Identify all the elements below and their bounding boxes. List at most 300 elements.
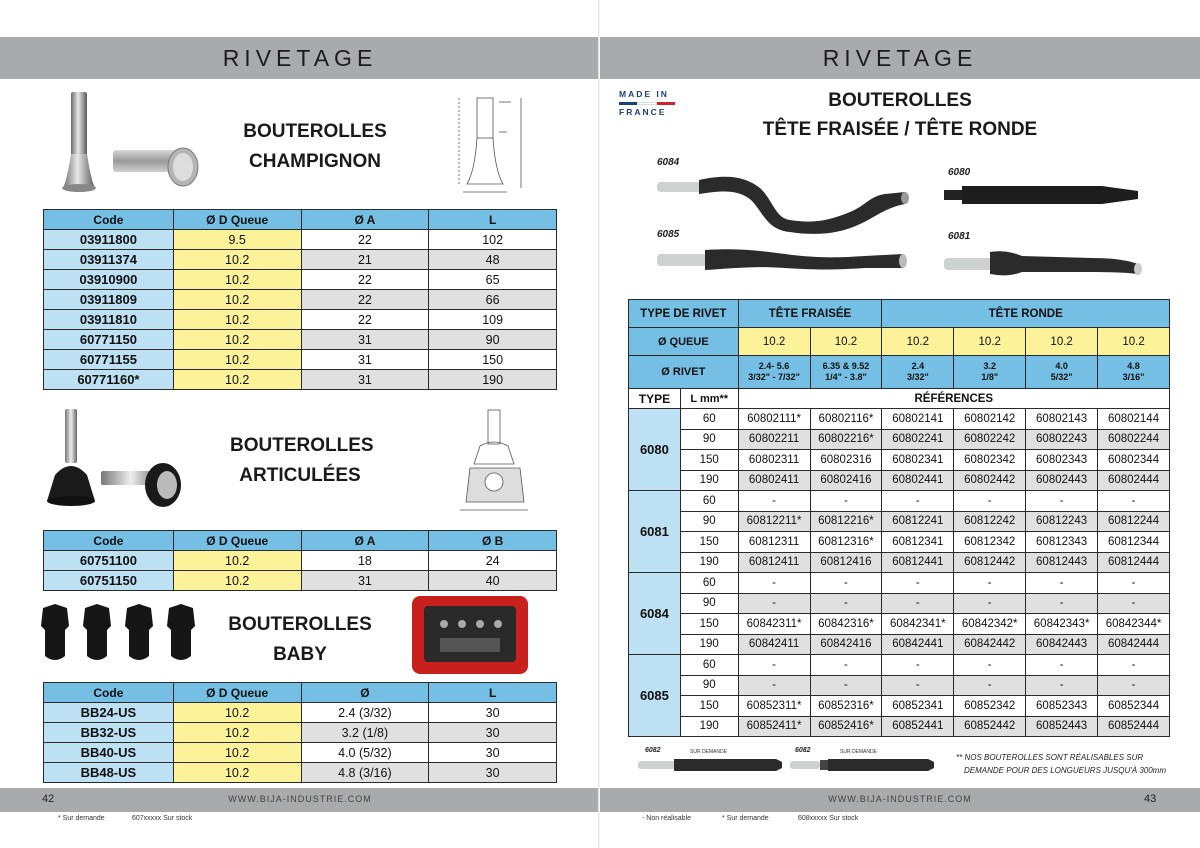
cell: 30 <box>429 763 557 783</box>
champignon-title-line1: BOUTEROLLES <box>243 121 387 142</box>
code-cell: 60771155 <box>44 350 174 370</box>
references-header: RÉFÉRENCES <box>738 389 1169 409</box>
cell: 2.4 (3/32) <box>301 703 429 723</box>
rivet-value <box>882 356 954 389</box>
reference-cell: 60842342* <box>954 614 1026 635</box>
column-header: Ø D Queue <box>173 210 301 230</box>
reference-cell: 60802342 <box>954 450 1026 471</box>
length-cell: 150 <box>680 450 738 471</box>
table-row <box>629 450 1170 471</box>
rivet-value <box>738 356 810 389</box>
reference-cell: 60812241 <box>882 511 954 532</box>
reference-cell: - <box>882 655 954 676</box>
made-in-france-logo <box>619 89 675 119</box>
references-body <box>629 409 1170 737</box>
queue-value: 10.2 <box>738 328 810 356</box>
table-row <box>44 370 557 390</box>
table-row <box>44 763 557 783</box>
queue-cell: 10.2 <box>173 723 301 743</box>
reference-cell: 60802111* <box>738 409 810 430</box>
reference-cell: - <box>738 675 810 696</box>
code-cell: 03911810 <box>44 310 174 330</box>
queue-cell: 10.2 <box>173 290 301 310</box>
reference-cell: 60812216* <box>810 511 882 532</box>
reference-cell: 60852341 <box>882 696 954 717</box>
code-cell: BB40-US <box>44 743 174 763</box>
table-row <box>629 655 1170 676</box>
column-header: Ø A <box>301 210 429 230</box>
reference-cell: 60842441 <box>882 634 954 655</box>
reference-cell: 60812342 <box>954 532 1026 553</box>
rivet-label: Ø RIVET <box>629 356 739 389</box>
reference-cell: - <box>1098 655 1170 676</box>
cell: 65 <box>429 270 557 290</box>
reference-cell: 60802442 <box>954 470 1026 491</box>
baby-title-line2: BABY <box>273 644 327 665</box>
articulees-title-line2: ARTICULÉES <box>239 465 361 486</box>
length-note-line2: DEMANDE POUR DES LONGUEURS JUSQU'À 300mm <box>964 766 1167 775</box>
reference-cell: 60802244 <box>1098 429 1170 450</box>
tool-6081-photo <box>942 244 1152 284</box>
reference-cell: 60852416* <box>810 716 882 737</box>
reference-cell: - <box>882 675 954 696</box>
reference-cell: 60812442 <box>954 552 1026 573</box>
bottom-tool-label: 6082 <box>795 747 811 754</box>
rivet-imperial: 3/32" <box>906 372 929 382</box>
queue-label: Ø QUEUE <box>629 328 739 356</box>
rivet-value <box>810 356 882 389</box>
cell: 18 <box>301 551 429 571</box>
column-header: Code <box>44 210 174 230</box>
reference-cell: 60852343 <box>1026 696 1098 717</box>
right-title <box>720 86 1080 144</box>
table-row <box>44 270 557 290</box>
reference-cell: - <box>1026 491 1098 512</box>
reference-cell: 60842444 <box>1098 634 1170 655</box>
table-row <box>629 532 1170 553</box>
reference-cell: - <box>810 573 882 594</box>
page-number: 42 <box>42 793 55 805</box>
reference-cell: - <box>1098 675 1170 696</box>
queue-value: 10.2 <box>882 328 954 356</box>
column-header: Ø D Queue <box>173 683 301 703</box>
reference-cell: - <box>738 491 810 512</box>
type-header: TYPE <box>629 389 681 409</box>
length-note <box>956 751 1166 777</box>
bottom-tool-label: 6082 <box>645 747 661 754</box>
table-row <box>629 593 1170 614</box>
type-de-rivet-header: TYPE DE RIVET <box>629 300 739 328</box>
baby-kit-case-photo <box>410 590 530 676</box>
rivet-metric: 3.2 <box>983 361 996 371</box>
cell: 31 <box>301 370 429 390</box>
cell: 40 <box>429 571 557 591</box>
reference-cell: 60852442 <box>954 716 1026 737</box>
bottom-tool-6082-photo-2 <box>788 756 938 774</box>
column-header: Ø A <box>301 531 429 551</box>
rivet-value <box>1026 356 1098 389</box>
table-header-row <box>44 683 557 703</box>
length-cell: 190 <box>680 716 738 737</box>
code-cell: 03911800 <box>44 230 174 250</box>
baby-product-photo <box>35 600 215 670</box>
cell: 4.0 (5/32) <box>301 743 429 763</box>
reference-cell: 60812311 <box>738 532 810 553</box>
code-cell: BB48-US <box>44 763 174 783</box>
reference-cell: 60802144 <box>1098 409 1170 430</box>
length-cell: 60 <box>680 491 738 512</box>
baby-title-line1: BOUTEROLLES <box>228 614 372 635</box>
champignon-table <box>43 209 557 390</box>
column-header: Ø D Queue <box>173 531 301 551</box>
queue-cell: 10.2 <box>173 370 301 390</box>
cell: 22 <box>301 310 429 330</box>
table-row <box>629 409 1170 430</box>
website-link[interactable]: WWW.BIJA-INDUSTRIE.COM <box>828 794 972 804</box>
reference-cell: 60812343 <box>1026 532 1098 553</box>
table-row <box>629 614 1170 635</box>
reference-cell: 60802116* <box>810 409 882 430</box>
table-row <box>629 675 1170 696</box>
queue-cell: 10.2 <box>173 571 301 591</box>
rivet-metric: 4.0 <box>1055 361 1068 371</box>
cell: 30 <box>429 703 557 723</box>
type-cell: 6084 <box>629 573 681 655</box>
column-header: Ø B <box>429 531 557 551</box>
cell: 4.8 (3/16) <box>301 763 429 783</box>
france-text: FRANCE <box>619 107 667 117</box>
tool-label-6080: 6080 <box>948 167 971 178</box>
table-row <box>629 696 1170 717</box>
queue-cell: 10.2 <box>173 350 301 370</box>
reference-cell: 60842442 <box>954 634 1026 655</box>
cell: 109 <box>429 310 557 330</box>
table-row <box>44 250 557 270</box>
cell: 22 <box>301 230 429 250</box>
rivet-imperial: 3/32" - 7/32" <box>748 372 800 382</box>
queue-cell: 10.2 <box>173 551 301 571</box>
reference-cell: - <box>954 655 1026 676</box>
length-cell: 190 <box>680 552 738 573</box>
reference-cell: 60852444 <box>1098 716 1170 737</box>
champignon-title-line2: CHAMPIGNON <box>249 151 381 172</box>
rivet-metric: 6.35 & 9.52 <box>822 361 870 371</box>
table-row <box>44 350 557 370</box>
column-header: Ø <box>301 683 429 703</box>
reference-cell: - <box>1098 593 1170 614</box>
rivet-value <box>954 356 1026 389</box>
rivet-value <box>1098 356 1170 389</box>
reference-cell: - <box>1026 655 1098 676</box>
reference-cell: 60812244 <box>1098 511 1170 532</box>
references-table <box>628 299 1170 737</box>
rivet-metric: 2.4 <box>911 361 925 371</box>
reference-cell: 60802141 <box>882 409 954 430</box>
reference-cell: 60812341 <box>882 532 954 553</box>
rivet-type-row <box>629 300 1170 328</box>
length-cell: 190 <box>680 470 738 491</box>
sur-demande-label: SUR DEMANDE <box>840 749 877 755</box>
type-cell: 6085 <box>629 655 681 737</box>
reference-cell: 60852311* <box>738 696 810 717</box>
table-row <box>44 230 557 250</box>
cell: 22 <box>301 270 429 290</box>
reference-cell: 60802344 <box>1098 450 1170 471</box>
articulees-drawing <box>440 406 550 518</box>
queue-cell: 10.2 <box>173 310 301 330</box>
tool-6084-photo <box>655 168 915 238</box>
reference-cell: 60852443 <box>1026 716 1098 737</box>
reference-cell: 60802243 <box>1026 429 1098 450</box>
page-number: 43 <box>1144 793 1157 805</box>
reference-cell: - <box>882 573 954 594</box>
column-header: L <box>429 210 557 230</box>
code-cell: 03911374 <box>44 250 174 270</box>
table-row <box>629 429 1170 450</box>
queue-value: 10.2 <box>954 328 1026 356</box>
reference-cell: 60842443 <box>1026 634 1098 655</box>
website-link[interactable]: WWW.BIJA-INDUSTRIE.COM <box>228 794 372 804</box>
articulees-product-photo <box>45 405 205 515</box>
sur-demande-label: SUR DEMANDE <box>690 749 727 755</box>
queue-value: 10.2 <box>1098 328 1170 356</box>
code-cell: 60771150 <box>44 330 174 350</box>
reference-cell: - <box>954 593 1026 614</box>
cell: 90 <box>429 330 557 350</box>
cell: 66 <box>429 290 557 310</box>
code-cell: 03910900 <box>44 270 174 290</box>
table-header-row <box>44 531 557 551</box>
tool-label-6084: 6084 <box>657 157 680 168</box>
rivet-imperial: 3/16" <box>1122 372 1145 382</box>
tool-label-6081: 6081 <box>948 231 971 242</box>
right-title-line2: TÊTE FRAISÉE / TÊTE RONDE <box>762 119 1038 140</box>
reference-cell: - <box>1098 491 1170 512</box>
queue-row <box>629 328 1170 356</box>
reference-cell: 60852344 <box>1098 696 1170 717</box>
cell: 150 <box>429 350 557 370</box>
length-cell: 90 <box>680 675 738 696</box>
type-cell: 6080 <box>629 409 681 491</box>
length-cell: 60 <box>680 573 738 594</box>
rivet-metric: 2.4- 5.6 <box>758 361 790 371</box>
reference-cell: 60852411* <box>738 716 810 737</box>
tete-ronde-header: TÊTE RONDE <box>882 300 1170 328</box>
code-cell: 60751150 <box>44 571 174 591</box>
reference-cell: 60842416 <box>810 634 882 655</box>
length-cell: 60 <box>680 409 738 430</box>
reference-cell: - <box>1026 573 1098 594</box>
reference-cell: - <box>738 655 810 676</box>
reference-cell: 60812416 <box>810 552 882 573</box>
reference-cell: 60842341* <box>882 614 954 635</box>
reference-cell: 60802216* <box>810 429 882 450</box>
length-cell: 150 <box>680 696 738 717</box>
queue-cell: 10.2 <box>173 743 301 763</box>
baby-title <box>225 610 375 670</box>
reference-cell: - <box>954 573 1026 594</box>
page-footer <box>600 788 1200 812</box>
cell: 21 <box>301 250 429 270</box>
tool-6085-photo <box>655 238 915 278</box>
reference-cell: 60842316* <box>810 614 882 635</box>
table-row <box>629 716 1170 737</box>
footnote: * Sur demande <box>722 815 769 822</box>
table-header-row <box>44 210 557 230</box>
code-cell: BB24-US <box>44 703 174 723</box>
code-cell: 60771160* <box>44 370 174 390</box>
champignon-title <box>230 117 400 177</box>
reference-cell: 60842344* <box>1098 614 1170 635</box>
rivet-row <box>629 356 1170 389</box>
reference-cell: 60812242 <box>954 511 1026 532</box>
queue-value: 10.2 <box>1026 328 1098 356</box>
reference-cell: 60812411 <box>738 552 810 573</box>
reference-cell: 60802416 <box>810 470 882 491</box>
champignon-drawing <box>445 92 545 200</box>
column-header: L <box>429 683 557 703</box>
column-header-row <box>629 389 1170 409</box>
table-row <box>44 743 557 763</box>
reference-cell: 60812443 <box>1026 552 1098 573</box>
reference-cell: - <box>738 573 810 594</box>
footnote: * Sur demande <box>58 815 105 822</box>
articulees-title-line1: BOUTEROLLES <box>230 435 374 456</box>
table-row <box>629 634 1170 655</box>
reference-cell: 60852441 <box>882 716 954 737</box>
length-cell: 190 <box>680 634 738 655</box>
reference-cell: - <box>954 675 1026 696</box>
reference-cell: - <box>810 593 882 614</box>
baby-table <box>43 682 557 783</box>
reference-cell: - <box>882 491 954 512</box>
rivet-imperial: 5/32" <box>1050 372 1073 382</box>
reference-cell: 60802341 <box>882 450 954 471</box>
reference-cell: - <box>882 593 954 614</box>
reference-cell: 60802411 <box>738 470 810 491</box>
length-note-line1: ** NOS BOUTEROLLES SONT RÉALISABLES SUR <box>956 753 1144 762</box>
cell: 30 <box>429 723 557 743</box>
length-cell: 90 <box>680 429 738 450</box>
rivet-imperial: 1/4" - 3.8" <box>825 372 867 382</box>
reference-cell: 60812316* <box>810 532 882 553</box>
cell: 31 <box>301 571 429 591</box>
reference-cell: - <box>810 491 882 512</box>
rivet-metric: 4.8 <box>1127 361 1140 371</box>
table-row <box>629 491 1170 512</box>
rivet-imperial: 1/8" <box>981 372 999 382</box>
reference-cell: 60812211* <box>738 511 810 532</box>
table-row <box>44 310 557 330</box>
reference-cell: - <box>1026 593 1098 614</box>
table-row <box>44 551 557 571</box>
table-row <box>629 470 1170 491</box>
code-cell: 03911809 <box>44 290 174 310</box>
page-header-band: RIVETAGE <box>600 37 1200 79</box>
tool-label-6085: 6085 <box>657 229 680 240</box>
code-cell: 60751100 <box>44 551 174 571</box>
cell: 31 <box>301 350 429 370</box>
cell: 3.2 (1/8) <box>301 723 429 743</box>
articulees-title <box>230 431 374 491</box>
page-footer <box>0 788 600 812</box>
reference-cell: 60842343* <box>1026 614 1098 635</box>
table-row <box>44 571 557 591</box>
queue-cell: 10.2 <box>173 330 301 350</box>
queue-cell: 10.2 <box>173 250 301 270</box>
length-cell: 90 <box>680 511 738 532</box>
flag-stripe-icon <box>619 102 675 105</box>
reference-cell: 60812344 <box>1098 532 1170 553</box>
tete-fraisee-header: TÊTE FRAISÉE <box>738 300 882 328</box>
cell: 48 <box>429 250 557 270</box>
code-cell: BB32-US <box>44 723 174 743</box>
right-page <box>600 0 1200 848</box>
reference-cell: 60802444 <box>1098 470 1170 491</box>
column-header: Code <box>44 531 174 551</box>
length-cell: 150 <box>680 614 738 635</box>
length-cell: 150 <box>680 532 738 553</box>
reference-cell: 60852342 <box>954 696 1026 717</box>
reference-cell: 60842311* <box>738 614 810 635</box>
tool-6080-photo <box>942 180 1142 210</box>
reference-cell: 60802242 <box>954 429 1026 450</box>
queue-cell: 9.5 <box>173 230 301 250</box>
reference-cell: 60802211 <box>738 429 810 450</box>
reference-cell: - <box>954 491 1026 512</box>
footnote: 607xxxxx Sur stock <box>132 815 193 822</box>
reference-cell: 60842411 <box>738 634 810 655</box>
table-row <box>629 511 1170 532</box>
table-row <box>44 330 557 350</box>
reference-cell: 60802316 <box>810 450 882 471</box>
length-cell: 60 <box>680 655 738 676</box>
reference-cell: - <box>738 593 810 614</box>
length-header: L mm** <box>680 389 738 409</box>
cell: 22 <box>301 290 429 310</box>
reference-cell: - <box>810 655 882 676</box>
right-title-line1: BOUTEROLLES <box>828 90 972 111</box>
reference-cell: 60812441 <box>882 552 954 573</box>
reference-cell: 60802142 <box>954 409 1026 430</box>
table-row <box>629 573 1170 594</box>
table-row <box>44 723 557 743</box>
page-header-band: RIVETAGE <box>0 37 600 79</box>
queue-cell: 10.2 <box>173 763 301 783</box>
queue-cell: 10.2 <box>173 270 301 290</box>
reference-cell: - <box>1026 675 1098 696</box>
table-row <box>44 290 557 310</box>
reference-cell: 60812243 <box>1026 511 1098 532</box>
reference-cell: 60802311 <box>738 450 810 471</box>
articulees-table <box>43 530 557 591</box>
reference-cell: - <box>810 675 882 696</box>
reference-cell: 60802443 <box>1026 470 1098 491</box>
footnote: - Non réalisable <box>642 815 692 822</box>
length-cell: 90 <box>680 593 738 614</box>
champignon-product-photo <box>55 88 205 198</box>
reference-cell: 60802143 <box>1026 409 1098 430</box>
bottom-tool-6082-photo-1 <box>636 756 786 774</box>
table-row <box>629 552 1170 573</box>
reference-cell: - <box>1098 573 1170 594</box>
reference-cell: 60802241 <box>882 429 954 450</box>
queue-value: 10.2 <box>810 328 882 356</box>
reference-cell: 60802441 <box>882 470 954 491</box>
cell: 24 <box>429 551 557 571</box>
column-header: Code <box>44 683 174 703</box>
footnote: 608xxxxx Sur stock <box>798 815 859 822</box>
